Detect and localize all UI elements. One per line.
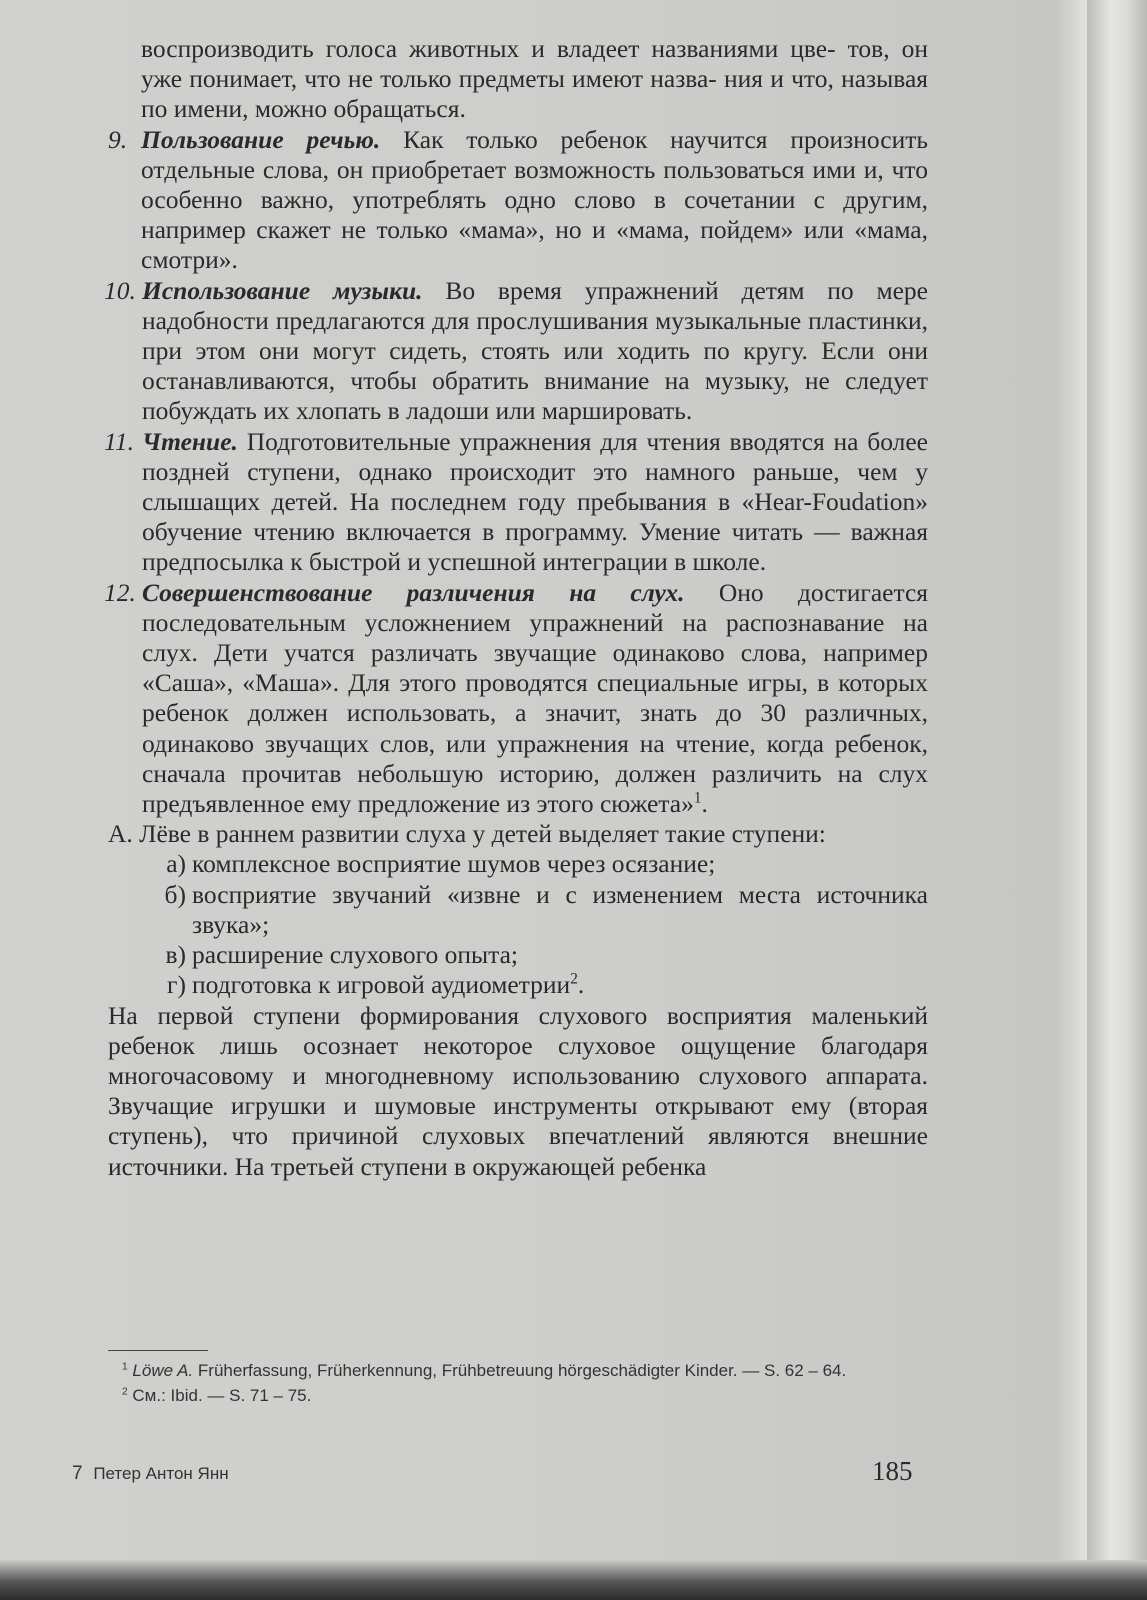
signature-number: 7 <box>72 1463 83 1484</box>
footnote-text: См.: Ibid. — S. 71 – 75. <box>127 1386 312 1405</box>
page-footer-signature <box>72 1463 229 1485</box>
stage-mark: в) <box>165 940 186 970</box>
stage-text: восприятие звучаний «извне и с изменением места источника звука»; <box>192 879 928 939</box>
item-text: Как только ребенок научится произносить отдельные слова, он приобретает возможность пользоваться ими и, что особенно важно, употреблять одно слово в сочетании с другим, например скажет не только «мама», но и «мама, пойдем» или «мама, смотри». <box>141 124 928 275</box>
footnote-mark: 1 <box>122 1361 128 1373</box>
item-term: Пользование речью. <box>141 124 381 154</box>
text-line: тов, он уже понимает, что не только предметы имеют назва- <box>141 34 928 94</box>
page-bottom-edge <box>0 1560 1147 1600</box>
item-number: 9. <box>108 124 128 154</box>
footnote-2 <box>108 1383 928 1408</box>
stages-list <box>108 849 928 1000</box>
stage-mark: б) <box>164 879 186 909</box>
footnote-mark: 2 <box>122 1386 128 1398</box>
item-term: Чтение. <box>142 426 238 456</box>
book-spine-shadow <box>1087 0 1147 1600</box>
footnote-text: Früherfassung, Früherkennung, Frühbetreuung hörgeschädigter Kinder. — S. 62 – 64. <box>193 1361 847 1380</box>
item-body <box>142 427 928 578</box>
item-text: Оно достигается последовательным усложнением упражнений на распознавание на слух. Дети учатся различать звучащие одинаково слова, например «Саша», «Маша». Для этого проводятся специальные игры, в которых ребенок должен использовать, а значит, знать до 30 различных, одинаково звучащих слов, или упражнения на чтение, когда ребенок, сначала прочитав небольшую историю, должен различить на слух предъявленное ему предложение из этого сюжета» <box>142 577 928 819</box>
stage-text: расширение слухового опыта; <box>192 940 518 970</box>
stage-mark: г) <box>167 970 186 1000</box>
item-term: Совершенствование различения на слух. <box>142 577 685 607</box>
footnote-1 <box>108 1358 928 1383</box>
item-text: Во время упражнений детям по мере надобности предлагаются для прослушивания музыкальные пластинки, при этом они могут сидеть, стоять или ходить по кругу. Если они останавливаются, чтобы обратить внимание на музыку, не следует побуждать их хлопать в ладоши или маршировать. <box>142 275 928 426</box>
stage-text: комплексное восприятие шумов через осязание; <box>192 849 716 879</box>
item-number: 10. <box>104 275 136 305</box>
paragraph-first-stage: На первой ступени формирования слухового восприятия маленький ребенок лишь осознает некоторое слуховое ощущение благодаря многочасовому и многодневному использованию слухового аппарата. Звучащие игрушки и шумовые инструменты открывают ему (вторая ступень), что причиной слуховых впечатлений являются внешние источники. На третьей ступени в окружающей ребенка <box>108 1000 928 1181</box>
stage-item <box>148 940 928 970</box>
main-text <box>104 34 928 1182</box>
footnotes <box>108 1358 928 1408</box>
stage-mark: а) <box>166 849 186 879</box>
footnote-ref: 2 <box>570 970 578 988</box>
stage-item <box>148 849 928 879</box>
text-line: воспроизводить голоса животных и владеет названиями цве- <box>141 34 836 63</box>
footnote-divider <box>108 1350 208 1351</box>
page-number: 185 <box>872 1456 913 1486</box>
list-item-10 <box>104 275 928 427</box>
item-text: Подготовительные упражнения для чтения вводятся на более поздней ступени, однако происходит это намного раньше, чем у слышащих детей. На последнем году пребывания в «Hear-Foudation» обучение чтению включается в программу. Умение читать — важная предпосылка к быстрой и успешной интеграции в школе. <box>142 426 928 577</box>
footnote-author: Löwe A. <box>132 1361 194 1380</box>
stage-item <box>148 880 928 940</box>
item-term: Использование музыки. <box>142 275 423 305</box>
item-number: 12. <box>104 577 136 607</box>
item-body <box>141 125 928 276</box>
item-body <box>142 276 928 427</box>
stage-tail: . <box>577 970 585 1000</box>
item-body <box>142 578 928 820</box>
text-line: ния и что, называя по имени, можно обращаться. <box>141 64 928 124</box>
footer-author: Петер Антон Янн <box>93 1464 229 1483</box>
stage-text-content: подготовка к игровой аудиометрии <box>192 970 571 1000</box>
item-tail: . <box>701 789 708 819</box>
list-item-11 <box>104 426 928 578</box>
footnote-ref: 1 <box>693 789 702 807</box>
item-number: 11. <box>104 426 134 456</box>
list-item-9 <box>108 125 928 276</box>
paragraph-stages-intro: А. Лёве в раннем развитии слуха у детей выделяет такие ступени: <box>108 819 826 849</box>
list-item-12 <box>104 577 928 820</box>
stage-text <box>192 970 928 1000</box>
continued-paragraph <box>108 34 928 125</box>
stage-item <box>148 970 928 1000</box>
